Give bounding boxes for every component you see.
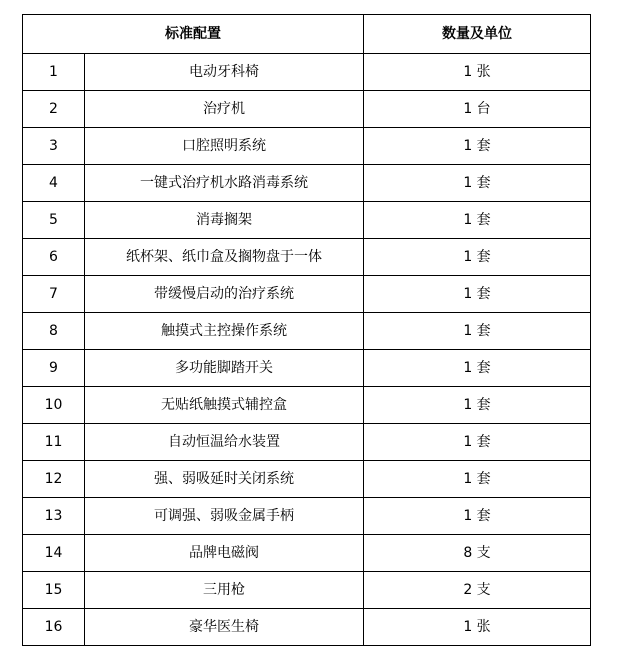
table-row bbox=[23, 424, 591, 461]
table-row bbox=[23, 54, 591, 91]
row-index-cell: 2 bbox=[23, 91, 85, 128]
table-row bbox=[23, 387, 591, 424]
row-quantity-cell: 8 支 bbox=[364, 535, 591, 572]
row-item-name-cell: 消毒搁架 bbox=[85, 202, 364, 239]
row-quantity-cell: 1 张 bbox=[364, 54, 591, 91]
row-quantity-cell: 1 张 bbox=[364, 609, 591, 646]
row-quantity-cell: 1 套 bbox=[364, 498, 591, 535]
row-index-cell: 4 bbox=[23, 165, 85, 202]
row-item-name-cell: 口腔照明系统 bbox=[85, 128, 364, 165]
table-row bbox=[23, 461, 591, 498]
row-item-name-cell: 品牌电磁阀 bbox=[85, 535, 364, 572]
table-header-row bbox=[23, 15, 591, 54]
row-index-cell: 7 bbox=[23, 276, 85, 313]
table-row bbox=[23, 91, 591, 128]
table-row bbox=[23, 609, 591, 646]
row-quantity-cell: 1 套 bbox=[364, 461, 591, 498]
row-index-cell: 1 bbox=[23, 54, 85, 91]
row-index-cell: 8 bbox=[23, 313, 85, 350]
row-item-name-cell: 触摸式主控操作系统 bbox=[85, 313, 364, 350]
row-index-cell: 15 bbox=[23, 572, 85, 609]
row-quantity-cell: 1 套 bbox=[364, 350, 591, 387]
row-item-name-cell: 豪华医生椅 bbox=[85, 609, 364, 646]
table-row bbox=[23, 165, 591, 202]
row-index-cell: 14 bbox=[23, 535, 85, 572]
table-row bbox=[23, 572, 591, 609]
row-quantity-cell: 1 套 bbox=[364, 313, 591, 350]
table-row bbox=[23, 350, 591, 387]
row-item-name-cell: 多功能脚踏开关 bbox=[85, 350, 364, 387]
row-index-cell: 13 bbox=[23, 498, 85, 535]
row-quantity-cell: 1 套 bbox=[364, 276, 591, 313]
row-item-name-cell: 纸杯架、纸巾盒及搁物盘于一体 bbox=[85, 239, 364, 276]
row-item-name-cell: 一键式治疗机水路消毒系统 bbox=[85, 165, 364, 202]
row-index-cell: 11 bbox=[23, 424, 85, 461]
row-index-cell: 12 bbox=[23, 461, 85, 498]
row-item-name-cell: 带缓慢启动的治疗系统 bbox=[85, 276, 364, 313]
table-row bbox=[23, 313, 591, 350]
row-item-name-cell: 三用枪 bbox=[85, 572, 364, 609]
table-body bbox=[23, 54, 591, 646]
header-standard-config: 标准配置 bbox=[23, 15, 364, 54]
table-row bbox=[23, 128, 591, 165]
table-row bbox=[23, 239, 591, 276]
row-item-name-cell: 无贴纸触摸式辅控盒 bbox=[85, 387, 364, 424]
row-quantity-cell: 1 套 bbox=[364, 128, 591, 165]
row-item-name-cell: 自动恒温给水装置 bbox=[85, 424, 364, 461]
table-row bbox=[23, 535, 591, 572]
row-index-cell: 9 bbox=[23, 350, 85, 387]
row-quantity-cell: 1 套 bbox=[364, 165, 591, 202]
row-quantity-cell: 1 套 bbox=[364, 424, 591, 461]
row-index-cell: 10 bbox=[23, 387, 85, 424]
row-item-name-cell: 治疗机 bbox=[85, 91, 364, 128]
row-quantity-cell: 1 套 bbox=[364, 202, 591, 239]
table-row bbox=[23, 498, 591, 535]
row-item-name-cell: 可调强、弱吸金属手柄 bbox=[85, 498, 364, 535]
table-row bbox=[23, 276, 591, 313]
row-item-name-cell: 电动牙科椅 bbox=[85, 54, 364, 91]
row-index-cell: 6 bbox=[23, 239, 85, 276]
table-row bbox=[23, 202, 591, 239]
row-index-cell: 5 bbox=[23, 202, 85, 239]
row-quantity-cell: 1 套 bbox=[364, 239, 591, 276]
header-quantity-unit: 数量及单位 bbox=[364, 15, 591, 54]
row-quantity-cell: 1 套 bbox=[364, 387, 591, 424]
row-quantity-cell: 2 支 bbox=[364, 572, 591, 609]
configuration-table bbox=[22, 14, 591, 646]
row-index-cell: 3 bbox=[23, 128, 85, 165]
row-quantity-cell: 1 台 bbox=[364, 91, 591, 128]
row-index-cell: 16 bbox=[23, 609, 85, 646]
row-item-name-cell: 强、弱吸延时关闭系统 bbox=[85, 461, 364, 498]
